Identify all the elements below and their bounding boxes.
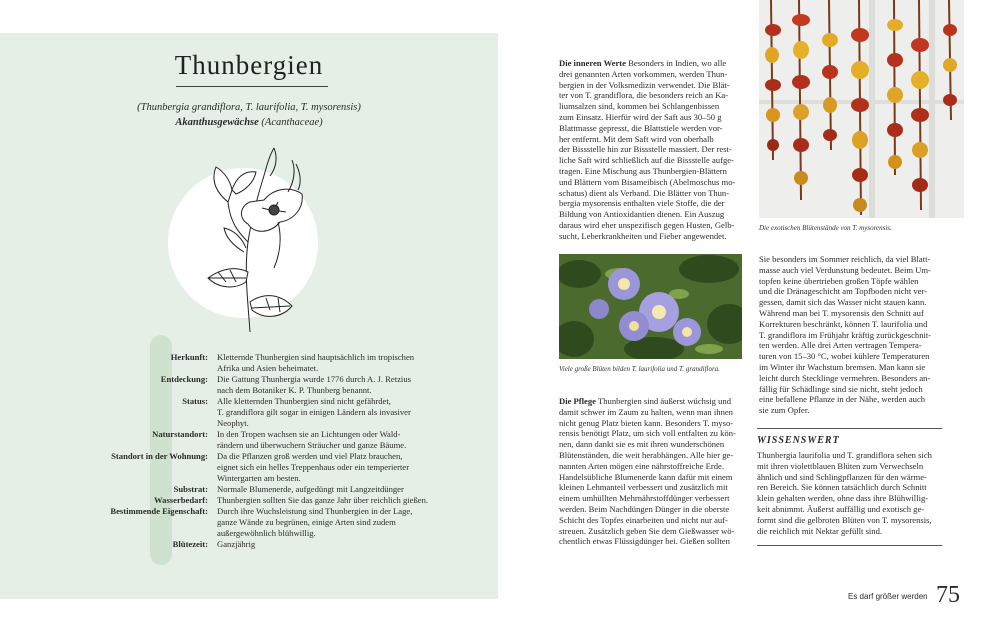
fact-line: Da die Pflanzen groß werden und viel Platz brauchen,	[217, 451, 403, 461]
fact-label: Blütezeit:	[172, 539, 208, 549]
text-line: nicht genug Platz bieten kann. Besonders T. myso-	[559, 417, 734, 428]
text-line: gessen, damit sich das Wasser nicht stauen kann.	[759, 297, 927, 308]
text-line: T. grandiflora im Frühjahr kräftig zurückgeschnit-	[759, 329, 932, 340]
wissenswert-bottom-rule	[757, 545, 942, 546]
text-line: einem umhüllten Mehrnährstoffdünger verbessert	[559, 493, 730, 504]
text-line: liumsalzen sind, kommen bei Schlangenbissen	[559, 101, 720, 112]
caption-flowers: Viele große Blüten bilden T. laurifolia und T. grandiflora.	[559, 365, 720, 373]
title-underline	[176, 86, 328, 87]
fact-line: außergewöhnlich blühwillig.	[217, 527, 316, 538]
section-inner-values	[559, 58, 743, 242]
fact-label: Substrat:	[173, 484, 208, 494]
facts-accent-bar	[150, 335, 172, 565]
page-title: Thunbergien	[174, 50, 324, 80]
fact-line: rändern und überwuchern Sträucher und ganze Bäume.	[217, 439, 407, 450]
text-line: leicht durch Stecklinge vermehren. Besonders an-	[759, 372, 931, 383]
text-line: Während man bei T. mysorensis den Schnitt auf	[759, 307, 924, 318]
fact-value	[217, 396, 452, 428]
text-line: fällig für Schädlinge sind sie nicht, steht jedoch	[759, 383, 923, 394]
text-line: liche Saft wird schließlich auf die Bissstelle aufge-	[559, 155, 734, 166]
species-names: (Thunbergia grandiflora, T. laurifolia, T. mysorensis)	[137, 102, 361, 113]
text-line: ren Bereich. Sie können tatsächlich durch Schnitt	[757, 482, 927, 493]
fact-label: Bestimmende Eigenschaft:	[110, 506, 208, 516]
fact-value	[217, 506, 452, 538]
text-line: masse auch viel Verdunstung bedeutet. Beim Um-	[759, 264, 931, 275]
fact-line: ganze Wände zu begrünen, einige Arten sind zudem	[217, 516, 396, 527]
fact-value	[217, 374, 452, 396]
text-line: bergien in der Volksmedizin verwendet. Die Blät-	[559, 79, 730, 90]
section-first-line: Die Pflege Thunbergien sind äußerst wüchsig und	[559, 396, 732, 406]
text-line: keit abnimmt. Äußerst auffällig und exotisch ge-	[757, 503, 925, 514]
section-heading-inner: Die inneren Werte	[559, 58, 626, 68]
text-line: ähnlich und sind Schlingpflanzen für den wärme-	[757, 471, 927, 482]
text-line: und Blättern vom Bisameibisch (Abelmoschus mo-	[559, 176, 736, 187]
fact-label: Naturstandort:	[152, 429, 208, 439]
fact-label: Wasserbedarf:	[154, 495, 208, 505]
fact-value	[217, 451, 452, 483]
text-line: sucht, Leberkrankheiten und Fieber angewendet.	[559, 230, 727, 241]
fact-line: In den Tropen wachsen sie an Lichtungen oder Wald-	[217, 429, 401, 439]
thunbergia-illustration	[178, 142, 318, 337]
text-line: nen, dann dankt sie es mit ihren wunderschönen	[559, 439, 725, 450]
page-number: 75	[936, 582, 960, 608]
text-line: Bildung von Antioxidantien dienen. Ein Auszug	[559, 209, 725, 220]
fact-line: eignet sich ein helles Treppenhaus oder ein temperierter	[217, 461, 410, 472]
fact-label: Status:	[182, 396, 208, 406]
text-line: eine befallene Pflanze in der Nähe, werden auch	[759, 394, 926, 405]
text-line: Thunbergia laurifolia und T. grandiflora sehen sich	[757, 450, 932, 460]
wissenswert-top-rule	[757, 428, 942, 429]
fact-label: Entdeckung:	[160, 374, 208, 384]
fact-value	[217, 429, 452, 451]
family-latin: (Acanthaceae)	[261, 117, 323, 128]
fact-line: Afrika und Asien beheimatet.	[217, 362, 319, 373]
text-line: rensis benötigt Platz, um sich voll entfalten zu kön-	[559, 428, 736, 439]
text-line: Sie besonders im Sommer reichlich, da viel Blatt-	[759, 254, 931, 264]
fact-label: Herkunft:	[170, 352, 208, 362]
fact-line: Thunbergien sollten Sie das ganze Jahr über reichlich gießen.	[217, 495, 429, 505]
section-care	[559, 396, 743, 547]
text-line: damit schwer im Zaum zu halten, wenn man ihnen	[559, 406, 733, 417]
text-line: klein gehalten werden, ohne dass ihre Blühwillig-	[757, 493, 929, 504]
text-line: schatus) dient als Verband. Die Blätter von Thun-	[559, 187, 730, 198]
running-title: Es darf größer werden	[848, 592, 928, 601]
fact-line: Neophyt.	[217, 417, 249, 428]
text-line: topfen keine übertrieben großen Töpfe wählen	[759, 275, 919, 286]
text-line: sie zum Opfer.	[759, 405, 810, 416]
text-line: Blütenständen, die weit herabhängen. Alle hier ge-	[559, 449, 734, 460]
text-line: daraus wird eher unspezifisch gegen Husten, Gelb-	[559, 219, 735, 230]
text-line: formt sind die gelbroten Blüten von T. mysorensis,	[757, 514, 932, 525]
caption-mysorensis: Die exotischen Blütenstände von T. mysorensis.	[759, 224, 892, 232]
text-line: und die Dränageschicht am Topfboden nicht ver-	[759, 286, 928, 297]
text-line: zum Einsatz. Hierfür wird der Saft aus 30–50 g	[559, 111, 722, 122]
text-line: drei genannten Arten vorkommen, werden Thun-	[559, 68, 728, 79]
photo-violet-flowers	[559, 254, 742, 359]
text-line: ten werden. Alle drei Arten vertragen Tempera-	[759, 340, 922, 351]
fact-value	[217, 539, 452, 550]
fact-line: Normale Blumenerde, aufgedüngt mit Langzeitdünger	[217, 484, 404, 494]
fact-line: Alle kletternden Thunbergien sind nicht gefährdet,	[217, 396, 391, 406]
text-line: die reichlich mit Nektar gefüllt sind.	[757, 525, 883, 536]
section-first-line: Die inneren Werte Besonders in Indien, wo alle	[559, 58, 727, 68]
fact-value	[217, 484, 452, 495]
text-line: her entfernt. Mit dem Saft wird von oberhalb	[559, 133, 714, 144]
fact-line: Ganzjährig	[217, 539, 256, 549]
text-line: ter von T. grandiflora, die besonders reich an Ka-	[559, 90, 729, 101]
fact-line: Durch ihre Wuchsleistung sind Thunbergien in der Lage,	[217, 506, 413, 516]
plant-family	[0, 117, 498, 128]
fact-line: Die Gattung Thunbergia wurde 1776 durch A. J. Retzius	[217, 374, 411, 384]
wissenswert-title: WISSENSWERT	[757, 435, 840, 446]
text-line: tragen. Eine Mischung aus Thunbergien-Blättern	[559, 165, 727, 176]
fact-line: Kletternde Thunbergien sind hauptsächlich im tropischen	[217, 352, 415, 362]
text-line: im Winter ihr Wachstum bremsen. Man kann sie	[759, 361, 926, 372]
photo-mysorensis-image	[759, 0, 964, 218]
section-heading-care: Die Pflege	[559, 396, 596, 406]
text-line: Handelsübliche Blumenerde kann dafür mit einem	[559, 471, 733, 482]
fact-line: T. grandiflora gilt sogar in einigen Ländern als invasiver	[217, 406, 411, 417]
text-line: werden. Beim Nachdüngen Dünger in die oberste	[559, 503, 730, 514]
text-line: Korrekturen beschränkt, können T. laurifolia und	[759, 318, 928, 329]
text-line: chentlich etwas Flüssigdünger bei. Gießen sollten	[559, 536, 730, 547]
fact-line: nach dem Botaniker K. P. Thunberg benannt.	[217, 384, 372, 395]
fact-value	[217, 495, 452, 506]
fact-label: Standort in der Wohnung:	[111, 451, 208, 461]
text-line: der Bissstelle hin zur Bissstelle massiert. Der rest-	[559, 144, 732, 155]
text-line: turen von 15–30 °C, wobei kühlere Temperaturen	[759, 351, 930, 362]
photo-violet-flowers-image	[559, 254, 742, 359]
text-line: kleinen Lehmanteil verbessert und zusätzlich mit	[559, 482, 728, 493]
text-line: bergia mysorensis enthalten viele Stoffe, die der	[559, 198, 725, 209]
text-line: Blattmasse gepresst, die Blattstiele werden vor-	[559, 122, 723, 133]
family-name: Akanthusgewächse	[175, 117, 259, 128]
photo-mysorensis	[759, 0, 964, 218]
text-line: Schicht des Topfes einarbeiten und nicht nur auf-	[559, 514, 728, 525]
section-care-continued	[759, 254, 944, 416]
fact-line: Wintergarten am besten.	[217, 472, 301, 483]
text-line: mit ihren violettblauen Blüten zum Verwechseln	[757, 460, 924, 471]
fact-value	[217, 352, 452, 374]
text-line: streuen. Zusätzlich geben Sie dem Gießwasser wö-	[559, 525, 735, 536]
text-line: nannten Arten mögen eine nährstoffreiche Erde.	[559, 460, 724, 471]
wissenswert-body	[757, 450, 943, 536]
